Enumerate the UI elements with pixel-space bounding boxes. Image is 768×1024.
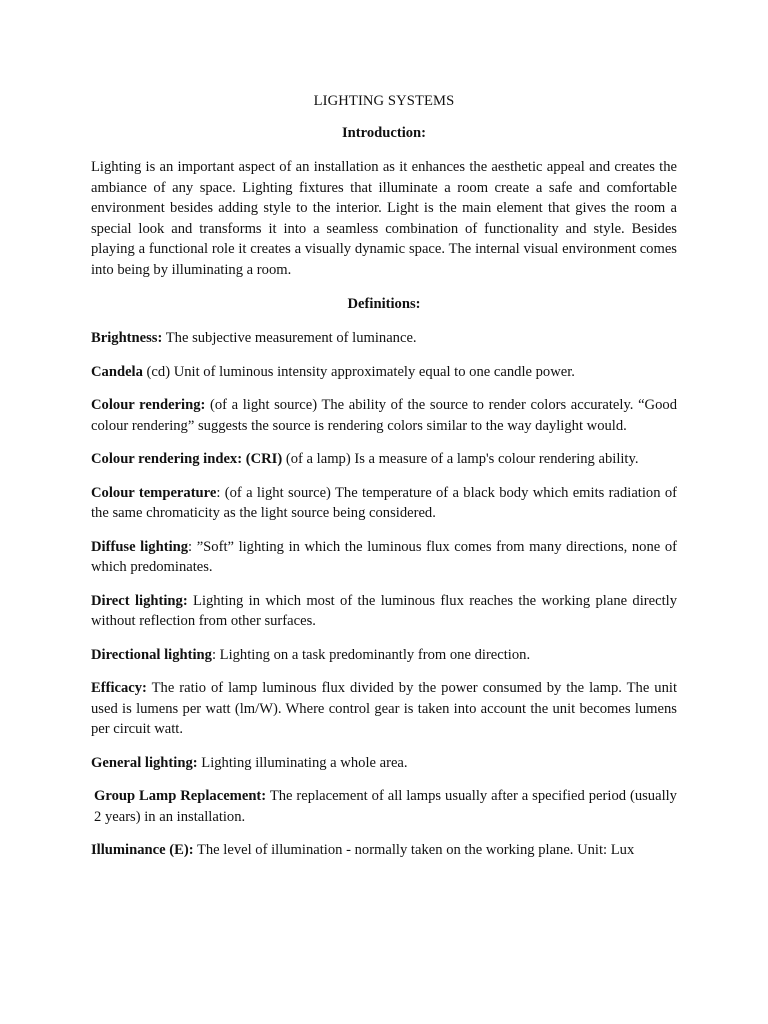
- definition-brightness: [91, 328, 677, 349]
- definition-text: : Lighting on a task predominantly from one direction.: [211, 646, 531, 663]
- definition-illuminance: [91, 840, 677, 861]
- definition-term: Illuminance (E):: [91, 842, 194, 858]
- definition-term: Colour temperature: [91, 484, 217, 501]
- definitions-heading: Definitions:: [347, 296, 421, 312]
- definition-term: Efficacy:: [91, 680, 147, 696]
- definition-term: Directional lighting: [91, 646, 212, 663]
- document-content: [91, 91, 677, 874]
- definition-diffuse-lighting: [91, 537, 677, 578]
- definition-term: Brightness:: [91, 330, 163, 346]
- definition-directional-lighting: [91, 645, 677, 666]
- definition-term: Diffuse lighting: [91, 538, 189, 555]
- definition-text: (of a light source) The ability of the source to render colors accurately. “Good colour rendering” suggests the source is rendering colors similar to the way daylight would.: [91, 397, 677, 434]
- definition-text: The ratio of lamp luminous flux divided by the power consumed by the lamp. The unit used is lumens per watt (lm/W). Where control gear is taken into account the unit becomes lumens per circuit watt.: [91, 680, 677, 737]
- definition-term: Group Lamp Replacement:: [94, 788, 267, 804]
- definition-term: Candela: [91, 363, 143, 380]
- introduction-heading: Introduction:: [341, 125, 427, 141]
- introduction-paragraph: Lighting is an important aspect of an installation as it enhances the aesthetic appeal and creates the ambiance of any space. Lighting fixtures that illuminate a room create a safe and comfortable environment besides adding style to the interior. Light is the main element that gives the room a special look and transforms it into a seamless combination of functionality and style. Besides playing a functional role it creates a visually dynamic space. The internal visual environment comes into being by illuminating a room.: [91, 159, 677, 278]
- definition-text: (cd) Unit of luminous intensity approximately equal to one candle power.: [142, 363, 575, 380]
- definition-text: : (of a light source) The temperature of a black body which emits radiation of the same chromaticity as the light source being considered.: [91, 484, 677, 521]
- definition-term: Colour rendering index: (CRI): [91, 451, 283, 467]
- definition-candela: [91, 362, 677, 383]
- definition-text: Lighting in which most of the luminous flux reaches the working plane directly without reflection from other surfaces.: [91, 592, 678, 629]
- definition-efficacy: [91, 678, 677, 740]
- definition-text: The subjective measurement of luminance.: [162, 330, 417, 346]
- definition-general-lighting: [91, 753, 677, 774]
- definition-term: Direct lighting:: [91, 592, 188, 609]
- definition-text: (of a lamp) Is a measure of a lamp's colour rendering ability.: [282, 451, 639, 467]
- definition-term: General lighting:: [91, 754, 198, 771]
- definition-colour-temperature: [91, 483, 677, 524]
- document-title: LIGHTING SYSTEMS: [313, 93, 455, 109]
- definition-colour-rendering-index: [91, 449, 677, 470]
- definition-term: Colour rendering:: [91, 397, 206, 413]
- definition-text: The replacement of all lamps usually after a specified period (usually 2 years) in an installation.: [94, 788, 677, 825]
- definition-direct-lighting: [91, 591, 677, 632]
- definition-group-lamp-replacement: [91, 786, 677, 827]
- definition-text: Lighting illuminating a whole area.: [197, 754, 408, 771]
- definition-text: The level of illumination - normally taken on the working plane. Unit: Lux: [193, 842, 635, 858]
- definition-text: : ”Soft” lighting in which the luminous flux comes from many directions, none of which predominates.: [91, 538, 677, 575]
- definition-colour-rendering: [91, 395, 677, 436]
